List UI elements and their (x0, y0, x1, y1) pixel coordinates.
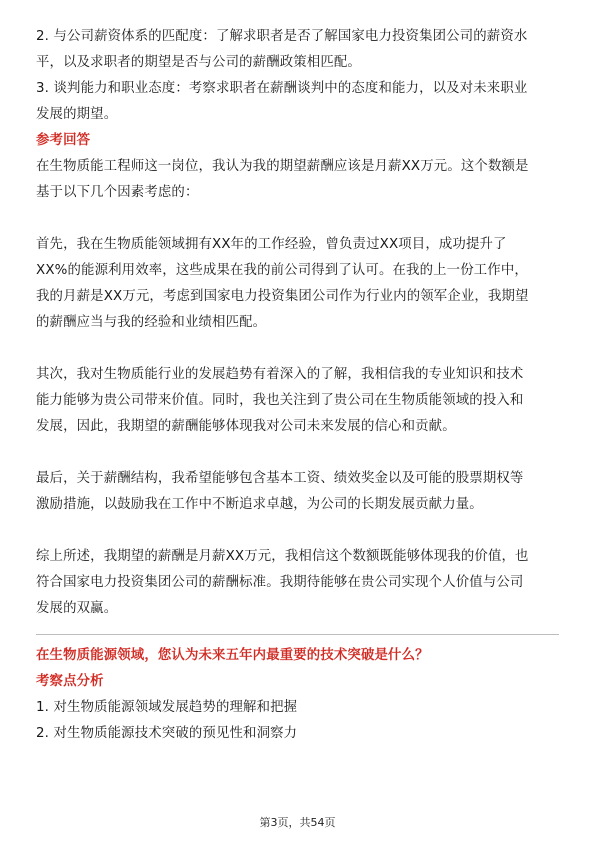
analysis-item-2: 2. 对生物质能源技术突破的预见性和洞察力 (36, 726, 298, 741)
page-number-footer: 第3页，共54页 (259, 816, 336, 829)
document-page (36, 24, 559, 747)
answer-paragraph-1-line-1: 在生物质能工程师这一岗位，我认为我的期望薪酬应该是月薪XX万元。这个数额是 (36, 159, 529, 174)
answer-paragraph-1-line-2: 基于以下几个因素考虑的： (36, 185, 199, 200)
answer-paragraph-3-line-3: 发展，因此，我期望的薪酬能够体现我对公司未来发展的信心和贡献。 (36, 419, 456, 434)
answer-paragraph-2-line-2: XX%的能源利用效率，这些成果在我的前公司得到了认可。在我的上一份工作中， (36, 263, 528, 278)
analysis-item-1: 1. 对生物质能源领域发展趋势的理解和把握 (36, 700, 298, 715)
paragraph-gap (36, 440, 559, 466)
answer-paragraph-4-line-1: 最后，关于薪酬结构，我希望能够包含基本工资、绩效奖金以及可能的股票期权等 (36, 471, 524, 486)
answer-paragraph-5-line-1: 综上所述，我期望的薪酬是月薪XX万元，我相信这个数额既能够体现我的价值，也 (36, 549, 529, 564)
paragraph-gap (36, 518, 559, 544)
answer-paragraph-5-line-3: 发展的双赢。 (36, 601, 118, 616)
next-question-heading: 在生物质能源领域，您认为未来五年内最重要的技术突破是什么？ (36, 648, 429, 663)
answer-paragraph-3-line-1: 其次，我对生物质能行业的发展趋势有着深入的了解，我相信我的专业知识和技术 (36, 367, 524, 382)
criteria-item-3-line-1: 3. 谈判能力和职业态度：考察求职者在薪酬谈判中的态度和能力，以及对未来职业 (36, 81, 528, 96)
reference-answer-heading: 参考回答 (36, 133, 91, 148)
answer-paragraph-2-line-1: 首先，我在生物质能领域拥有XX年的工作经验，曾负责过XX项目，成功提升了 (36, 237, 507, 252)
paragraph-gap (36, 206, 559, 232)
answer-paragraph-3-line-2: 能力能够为贵公司带来价值。同时，我也关注到了贵公司在生物质能领域的投入和 (36, 393, 524, 408)
answer-paragraph-5-line-2: 符合国家电力投资集团公司的薪酬标准。我期待能够在贵公司实现个人价值与公司 (36, 575, 524, 590)
answer-paragraph-4-line-2: 激励措施，以鼓励我在工作中不断追求卓越，为公司的长期发展贡献力量。 (36, 497, 483, 512)
criteria-item-3-line-2: 发展的期望。 (36, 107, 118, 122)
analysis-heading: 考察点分析 (36, 674, 104, 689)
section-divider (36, 634, 559, 635)
criteria-item-2-line-2: 平，以及求职者的期望是否与公司的薪酬政策相匹配。 (36, 55, 361, 70)
criteria-item-2-line-1: 2. 与公司薪资体系的匹配度：了解求职者是否了解国家电力投资集团公司的薪资水 (36, 29, 528, 44)
answer-paragraph-2-line-3: 我的月薪是XX万元，考虑到国家电力投资集团公司作为行业内的领军企业，我期望 (36, 289, 529, 304)
answer-paragraph-2-line-4: 的薪酬应当与我的经验和业绩相匹配。 (36, 315, 267, 330)
paragraph-gap (36, 336, 559, 362)
